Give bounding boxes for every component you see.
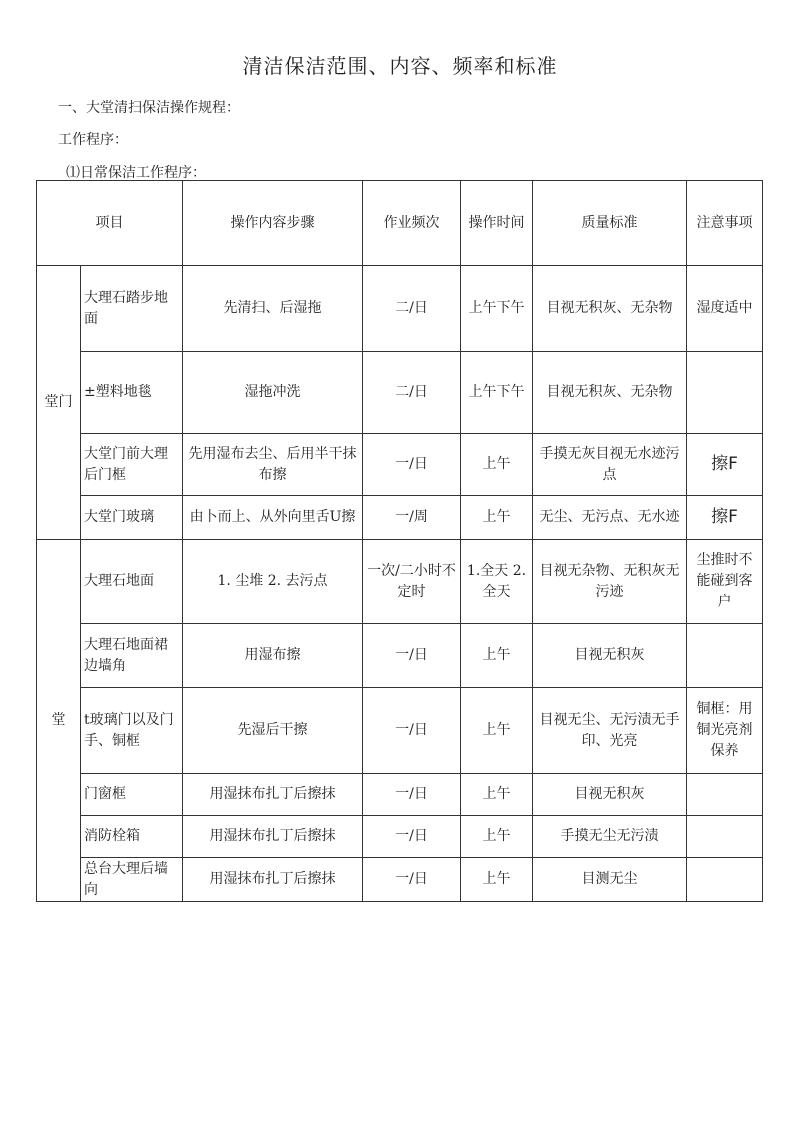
row-notes (687, 624, 763, 688)
row-item: 大理石地面裙边墙角 (81, 624, 183, 688)
table-row (37, 816, 763, 858)
row-item: 总台大理后墙向 (81, 858, 183, 902)
row-frequency: 二/日 (363, 352, 461, 434)
row-frequency: 一/日 (363, 434, 461, 496)
row-item: 大理石地面 (81, 540, 183, 624)
row-steps: 由卜而上、从外向里舌U擦 (183, 496, 363, 540)
row-quality: 目测无尘 (533, 858, 687, 902)
table-header-row (37, 181, 763, 266)
row-time: 1.全天 2.全天 (461, 540, 533, 624)
row-notes (687, 352, 763, 434)
row-time: 上午 (461, 858, 533, 902)
table-row (37, 496, 763, 540)
row-steps: 1. 尘堆 2. 去污点 (183, 540, 363, 624)
table-row (37, 858, 763, 902)
procedure-label: 工作程序： (58, 132, 128, 148)
row-quality: 目视无积灰、无杂物 (533, 352, 687, 434)
row-frequency: 一次/二小时不定时 (363, 540, 461, 624)
header-time: 操作时间 (461, 181, 533, 266)
row-steps: 用湿抹布扎丁后擦抹 (183, 816, 363, 858)
header-steps: 操作内容步骤 (183, 181, 363, 266)
row-quality: 目视无杂物、无积灰无污迹 (533, 540, 687, 624)
row-notes: 湿度适中 (687, 266, 763, 352)
cleaning-standards-table (36, 180, 763, 902)
row-time: 上午 (461, 688, 533, 774)
page-title: 清洁保洁范围、内容、频率和标准 (242, 54, 558, 78)
row-frequency: 一/日 (363, 774, 461, 816)
row-quality: 目视无积灰、无杂物 (533, 266, 687, 352)
row-frequency: 一/日 (363, 688, 461, 774)
table-row (37, 352, 763, 434)
row-frequency: 一/周 (363, 496, 461, 540)
row-frequency: 一/日 (363, 816, 461, 858)
header-quality: 质量标准 (533, 181, 687, 266)
row-notes: 铜框：用铜光亮剂保养 (687, 688, 763, 774)
row-item: 消防栓箱 (81, 816, 183, 858)
row-time: 上午下午 (461, 266, 533, 352)
row-steps: 先清扫、后湿拖 (183, 266, 363, 352)
row-quality: 无尘、无污点、无水迹 (533, 496, 687, 540)
row-time: 上午下午 (461, 352, 533, 434)
row-steps: 先湿后干擦 (183, 688, 363, 774)
row-time: 上午 (461, 816, 533, 858)
row-notes: 擦F (687, 496, 763, 540)
table-row (37, 624, 763, 688)
table-row (37, 540, 763, 624)
row-time: 上午 (461, 434, 533, 496)
row-notes: 擦F (687, 434, 763, 496)
header-item: 项目 (37, 181, 183, 266)
row-item: 大理石踏步地面 (81, 266, 183, 352)
group-label-entrance: 堂门 (37, 266, 81, 540)
table-row (37, 688, 763, 774)
row-steps: 用湿抹布扎丁后擦抹 (183, 774, 363, 816)
row-quality: 目视无积灰 (533, 774, 687, 816)
row-time: 上午 (461, 496, 533, 540)
row-item: 大堂门玻璃 (81, 496, 183, 540)
row-item: ±塑料地毯 (81, 352, 183, 434)
row-quality: 目视无积灰 (533, 624, 687, 688)
table-row (37, 434, 763, 496)
row-quality: 目视无尘、无污渍无手印、光亮 (533, 688, 687, 774)
row-notes (687, 816, 763, 858)
row-item: 大堂门前大理后门框 (81, 434, 183, 496)
row-frequency: 一/日 (363, 858, 461, 902)
header-frequency: 作业频次 (363, 181, 461, 266)
row-item: t玻璃门以及门手、铜框 (81, 688, 183, 774)
row-quality: 手摸无灰目视无水迹污点 (533, 434, 687, 496)
row-notes (687, 858, 763, 902)
row-time: 上午 (461, 774, 533, 816)
table-row (37, 266, 763, 352)
row-steps: 用湿布擦 (183, 624, 363, 688)
row-steps: 湿拖冲洗 (183, 352, 363, 434)
row-quality: 手摸无尘无污渍 (533, 816, 687, 858)
row-steps: 用湿抹布扎丁后擦抹 (183, 858, 363, 902)
sub-heading: ⑴日常保洁工作程序： (66, 165, 206, 181)
row-notes: 尘推时不能碰到客户 (687, 540, 763, 624)
row-time: 上午 (461, 624, 533, 688)
row-frequency: 一/日 (363, 624, 461, 688)
group-label-lobby: 堂 (37, 540, 81, 902)
row-item: 门窗框 (81, 774, 183, 816)
row-notes (687, 774, 763, 816)
section-heading: 一、大堂清扫保洁操作规程： (58, 100, 240, 116)
row-frequency: 二/日 (363, 266, 461, 352)
header-notes: 注意事项 (687, 181, 763, 266)
table-row (37, 774, 763, 816)
row-steps: 先用湿布去尘、后用半干抹布擦 (183, 434, 363, 496)
